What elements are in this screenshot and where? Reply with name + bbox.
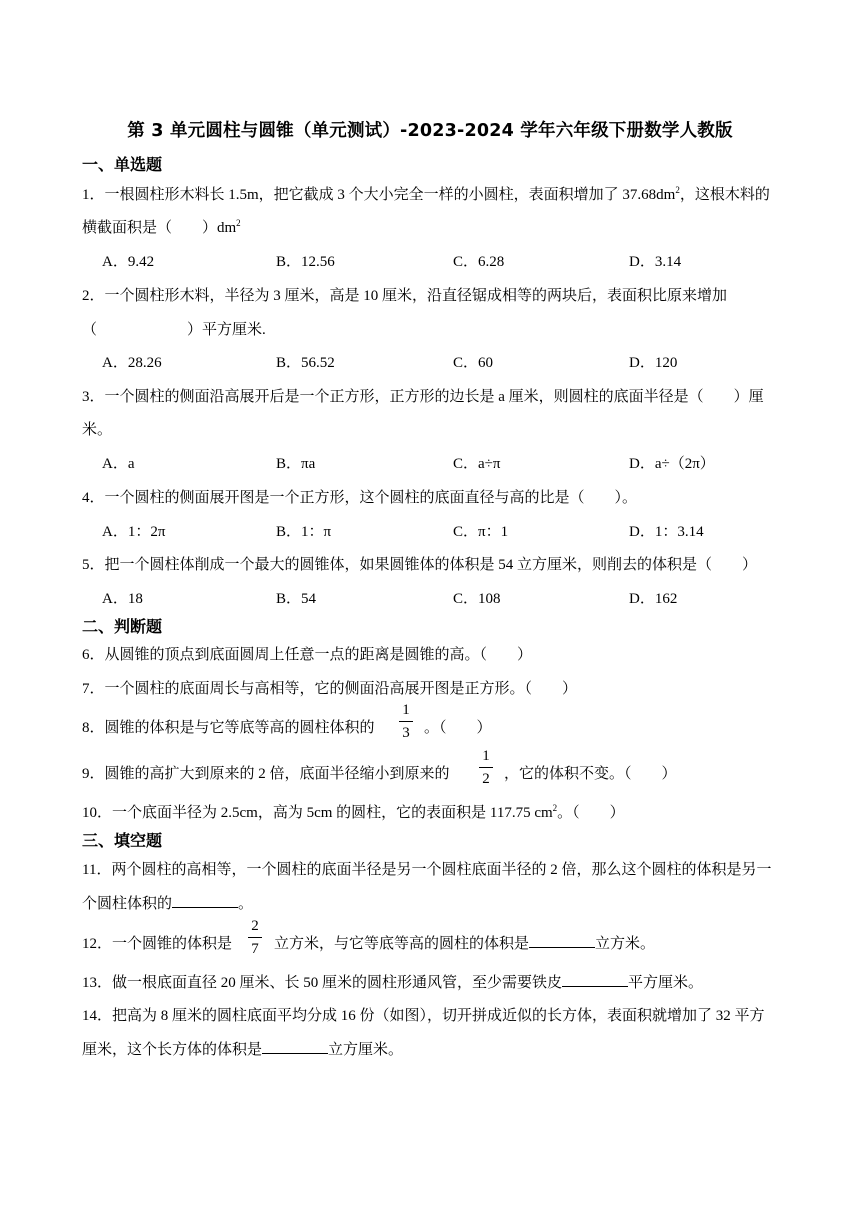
- q3-option-b[interactable]: B．πa: [276, 456, 316, 472]
- q2-option-b[interactable]: B．56.52: [276, 355, 335, 371]
- question-3-line-2: 米。: [82, 422, 113, 438]
- q12-numerator: 2: [251, 918, 259, 934]
- question-10: 10．一个底面半径为 2.5cm，高为 5cm 的圆柱，它的表面积是 117.75 $cm^2$。（ ）: [82, 803, 625, 821]
- q4-option-b[interactable]: B．1：π: [276, 524, 332, 540]
- q1-option-b[interactable]: B．12.56: [276, 254, 335, 270]
- q1-option-c[interactable]: C．6.28: [453, 254, 505, 270]
- answer-blank[interactable]: [562, 972, 628, 987]
- q5-option-b[interactable]: B．54: [276, 591, 317, 607]
- q2-option-c[interactable]: C．60: [453, 355, 494, 371]
- q3-option-d[interactable]: D．a÷（2π）: [629, 456, 715, 472]
- question-5-line-1: 5．把一个圆柱体削成一个最大的圆锥体，如果圆锥体的体积是 54 立方厘米，则削去的体积是（ ）: [82, 557, 758, 573]
- fraction-bar: [479, 767, 493, 768]
- answer-blank[interactable]: [172, 893, 238, 908]
- q4-option-d[interactable]: D．1：3.14: [629, 524, 704, 540]
- q9-denominator: 2: [482, 771, 490, 787]
- question-14-line-2: 厘米，这个长方体的体积是 立方厘米。: [82, 1038, 403, 1059]
- question-11-line-1: 11．两个圆柱的高相等，一个圆柱的底面半径是另一个圆柱底面半径的 2 倍，那么这个圆柱的体积是另一: [82, 862, 772, 878]
- section-heading-fill-blank: 三、填空题: [82, 831, 163, 850]
- question-13: 13．做一根底面直径 20 厘米、长 50 厘米的圆柱形通风管，至少需要铁皮 平方厘米。: [82, 971, 703, 992]
- question-2-line-2: （ ）平方厘米.: [82, 322, 266, 338]
- q1-option-a[interactable]: A．9.42: [102, 254, 155, 270]
- section-heading-single-choice: 一、单选题: [82, 155, 163, 174]
- q4-option-c[interactable]: C．π：1: [453, 524, 509, 540]
- q5-option-c[interactable]: C．108: [453, 591, 501, 607]
- question-1-line-1: 1．一根圆柱形木料长 1.5m，把它截成 3 个大小完全一样的小圆柱，表面积增加了 $37.68dm^2$，这根木料的: [82, 185, 770, 203]
- question-2-line-1: 2．一个圆柱形木料，半径为 3 厘米，高是 10 厘米，沿直径锯成相等的两块后，表面积比原来增加: [82, 288, 728, 304]
- q5-option-a[interactable]: A．18: [102, 591, 143, 607]
- q4-option-a[interactable]: A．1：2π: [102, 524, 166, 540]
- q5-option-d[interactable]: D．162: [629, 591, 678, 607]
- question-8-text: 8．圆锥的体积是与它等底等高的圆柱体积的: [82, 720, 375, 736]
- q2-option-d[interactable]: D．120: [629, 355, 678, 371]
- q9-fraction: [477, 748, 495, 787]
- q12-denominator: 7: [251, 941, 259, 957]
- q3-option-c[interactable]: C．a÷π: [453, 456, 501, 472]
- fraction-bar: [248, 937, 262, 938]
- question-11-line-2: 个圆柱体积的 。: [82, 892, 253, 913]
- question-6: 6．从圆锥的顶点到底面圆周上任意一点的距离是圆锥的高。（ ）: [82, 647, 533, 663]
- q8-denominator: 3: [402, 725, 410, 741]
- q9-numerator: 1: [482, 748, 490, 764]
- question-4-line-1: 4．一个圆柱的侧面展开图是一个正方形，这个圆柱的底面直径与高的比是（ ）。: [82, 490, 638, 506]
- answer-blank[interactable]: [529, 933, 595, 948]
- question-3-line-1: 3．一个圆柱的侧面沿高展开后是一个正方形，正方形的边长是 a 厘米，则圆柱的底面半径是（ ）厘: [82, 389, 764, 405]
- fraction-bar: [399, 721, 413, 722]
- q8-fraction: [397, 702, 415, 741]
- question-7: 7．一个圆柱的底面周长与高相等，它的侧面沿高展开图是正方形。（ ）: [82, 681, 578, 697]
- q12-fraction: [246, 918, 264, 957]
- answer-blank[interactable]: [262, 1039, 328, 1054]
- question-8-tail: 。（ ）: [424, 720, 492, 736]
- question-9-tail: ，它的体积不变。（ ）: [504, 766, 677, 782]
- q2-option-a[interactable]: A．28.26: [102, 355, 162, 371]
- question-14-line-1: 14．把高为 8 厘米的圆柱底面平均分成 16 份（如图），切开拼成近似的长方体，表面积就增加了 32 平方: [82, 1008, 765, 1024]
- q3-option-a[interactable]: A．a: [102, 456, 135, 472]
- q1-option-d[interactable]: D．3.14: [629, 254, 682, 270]
- question-1-line-2: 横截面积是（ ）$dm^2$: [82, 218, 241, 236]
- question-12-text: 12．一个圆锥的体积是: [82, 936, 233, 952]
- page-title: 第 3 单元圆柱与圆锥（单元测试）-2023-2024 学年六年级下册数学人教版: [127, 121, 733, 141]
- question-12-tail: 立方米，与它等底等高的圆柱的体积是 立方米。: [274, 932, 655, 953]
- question-9-text: 9．圆锥的高扩大到原来的 2 倍，底面半径缩小到原来的: [82, 766, 450, 782]
- q8-numerator: 1: [402, 702, 410, 718]
- section-heading-true-false: 二、判断题: [82, 617, 163, 636]
